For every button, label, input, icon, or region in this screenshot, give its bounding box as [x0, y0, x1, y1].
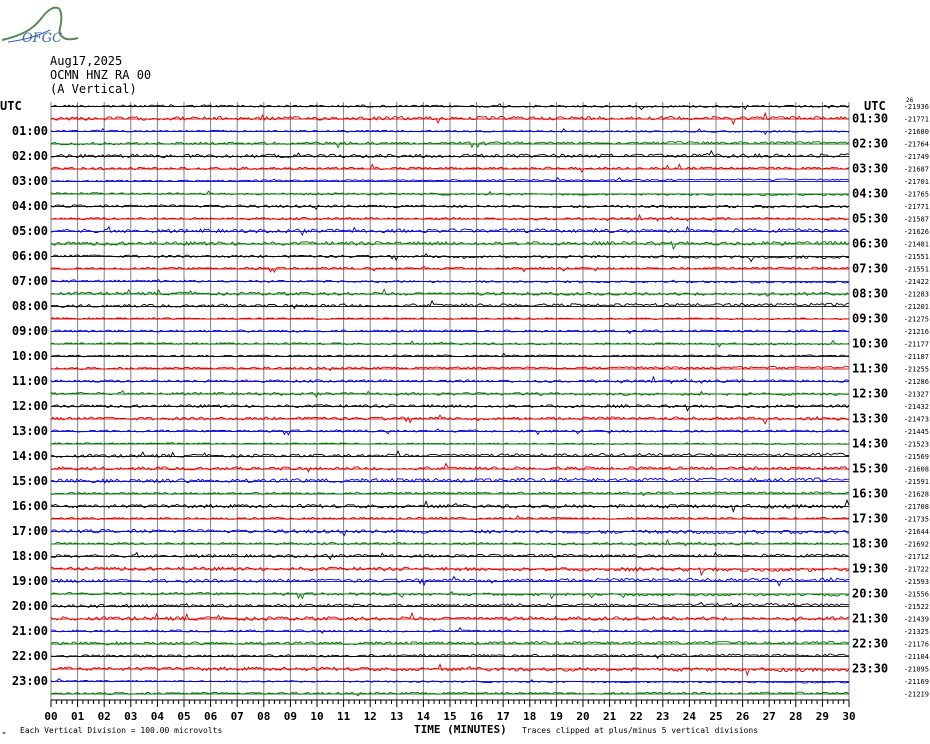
footer-left-note: Each Vertical Division = 100.00 microvolts	[20, 726, 223, 735]
x-tick-label: 12	[363, 710, 377, 723]
trace-offset-label: -21286	[903, 378, 929, 386]
left-hour-label: 10:00	[11, 349, 48, 363]
trace-offset-label: -21275	[903, 315, 929, 324]
right-halfhour-label: 23:30	[852, 661, 889, 676]
left-hour-label: 01:00	[11, 124, 48, 138]
left-hour-label: 05:00	[11, 224, 48, 238]
x-tick-label: 20	[576, 710, 590, 723]
left-hour-label: 13:00	[11, 424, 48, 438]
left-hour-label: 19:00	[11, 574, 48, 588]
trace-offset-label: -21591	[903, 478, 929, 486]
trace-offset-label: -21283	[903, 290, 929, 299]
trace-offset-label: -21680	[903, 128, 929, 136]
trace-offset-label: -21708	[903, 503, 929, 511]
right-halfhour-label: 18:30	[852, 536, 889, 551]
label-layer	[12, 103, 929, 723]
trace-offset-label: -21522	[903, 603, 929, 611]
trace-offset-label: -21187	[903, 353, 929, 361]
right-halfhour-label: 02:30	[852, 136, 889, 151]
x-tick-label: 08	[257, 710, 271, 723]
x-tick-label: 22	[629, 710, 643, 723]
left-hour-label: 12:00	[11, 399, 48, 413]
x-tick-label: 01	[70, 710, 85, 723]
left-hour-label: 11:00	[11, 374, 48, 388]
x-tick-label: 24	[682, 710, 697, 723]
left-hour-label: 02:00	[11, 149, 48, 163]
trace-offset-label: -21104	[903, 653, 929, 661]
right-halfhour-label: 09:30	[852, 311, 889, 326]
right-halfhour-label: 21:30	[852, 611, 889, 626]
trace-offset-label: -21439	[903, 615, 929, 624]
right-utc-header: UTC	[864, 99, 886, 113]
trace-offset-label: -21771	[903, 203, 929, 211]
right-halfhour-label: 19:30	[852, 561, 889, 576]
right-halfhour-label: 01:30	[852, 111, 889, 126]
x-tick-label: 18	[523, 710, 537, 723]
trace-offset-label: -21473	[903, 415, 929, 424]
left-hour-label: 15:00	[11, 474, 48, 488]
left-hour-label: 20:00	[11, 599, 48, 613]
right-halfhour-label: 07:30	[852, 261, 889, 276]
left-hour-label: 18:00	[11, 549, 48, 563]
trace-offset-label: -21176	[903, 640, 929, 649]
trace-offset-label: -21936	[903, 103, 929, 111]
left-hour-label: 16:00	[11, 499, 48, 513]
x-tick-label: 17	[496, 710, 510, 723]
x-tick-label: 29	[815, 710, 830, 723]
left-hour-label: 08:00	[11, 299, 48, 313]
x-tick-label: 03	[124, 710, 138, 723]
right-halfhour-label: 08:30	[852, 286, 889, 301]
trace-offset-label: -21422	[903, 278, 929, 286]
left-hour-label: 07:00	[11, 274, 48, 288]
x-tick-label: 00	[44, 710, 58, 723]
x-tick-label: 05	[177, 710, 191, 723]
trace-offset-label: -21735	[903, 515, 929, 524]
right-halfhour-label: 12:30	[852, 386, 889, 401]
right-halfhour-label: 05:30	[852, 211, 889, 226]
trace-offset-label: -21445	[903, 428, 929, 436]
trace-offset-label: -21255	[903, 365, 929, 374]
x-tick-label: 06	[203, 710, 218, 723]
right-halfhour-label: 13:30	[852, 411, 889, 426]
footer-right-note: Traces clipped at plus/minus 5 vertical divisions	[522, 726, 759, 735]
top-offset-superscript: 26	[906, 97, 914, 104]
right-halfhour-label: 11:30	[852, 361, 889, 376]
left-hour-label: 03:00	[11, 174, 48, 188]
left-hour-label: 14:00	[11, 449, 48, 463]
right-halfhour-label: 16:30	[852, 486, 889, 501]
header-component: (A Vertical)	[50, 82, 137, 96]
left-hour-label: 04:00	[11, 199, 48, 213]
x-tick-label: 19	[549, 710, 564, 723]
x-tick-label: 28	[789, 710, 803, 723]
x-tick-label: 04	[150, 710, 165, 723]
trace-offset-label: -21556	[903, 590, 929, 599]
trace-offset-label: -21219	[903, 690, 929, 699]
trace-offset-label: -21432	[903, 403, 929, 411]
trace-offset-label: -21628	[903, 490, 929, 499]
x-tick-label: 13	[390, 710, 404, 723]
x-tick-label: 30	[842, 710, 856, 723]
trace-offset-label: -21593	[903, 578, 929, 586]
x-tick-label: 07	[230, 710, 244, 723]
x-tick-label: 27	[762, 710, 776, 723]
trace-offset-label: -21327	[903, 390, 929, 399]
left-hour-label: 23:00	[11, 674, 48, 688]
trace-offset-label: -21749	[903, 153, 929, 161]
trace-offset-label: -21771	[903, 115, 929, 124]
right-halfhour-label: 04:30	[852, 186, 889, 201]
trace-offset-label: -21765	[903, 190, 929, 199]
right-halfhour-label: 10:30	[852, 336, 889, 351]
trace-offset-label: -21481	[903, 240, 929, 249]
trace-offset-label: -21169	[903, 678, 929, 686]
left-hour-label: 22:00	[11, 649, 48, 663]
trace-offset-label: -21722	[903, 565, 929, 574]
left-hour-label: 06:00	[11, 249, 48, 263]
trace-offset-label: -21201	[903, 303, 929, 311]
x-tick-label: 10	[310, 710, 324, 723]
x-tick-label: 11	[336, 710, 351, 723]
logo-text: OFGC	[22, 31, 63, 46]
left-hour-label: 17:00	[11, 524, 48, 538]
header-date: Aug17,2025	[50, 54, 123, 68]
trace-offset-label: -21712	[903, 553, 929, 561]
trace-offset-label: -21095	[903, 665, 929, 674]
right-halfhour-label: 15:30	[852, 461, 889, 476]
trace-offset-label: -21569	[903, 453, 929, 461]
trace-offset-label: -21687	[903, 165, 929, 174]
x-axis-title: TIME (MINUTES)	[414, 723, 507, 736]
header-station: OCMN HNZ RA 00	[50, 68, 152, 82]
trace-offset-label: -21587	[903, 215, 929, 224]
footer-corner-mark: ≈	[2, 730, 6, 737]
right-halfhour-label: 17:30	[852, 511, 889, 526]
left-utc-header: UTC	[0, 99, 22, 113]
trace-offset-label: -21177	[903, 340, 929, 349]
left-hour-label: 21:00	[11, 624, 48, 638]
x-tick-label: 16	[469, 710, 484, 723]
trace-offset-label: -21626	[903, 228, 929, 236]
x-tick-label: 15	[443, 710, 457, 723]
right-halfhour-label: 06:30	[852, 236, 889, 251]
trace-offset-label: -21608	[903, 465, 929, 474]
x-tick-label: 23	[656, 710, 670, 723]
x-tick-label: 25	[709, 710, 723, 723]
right-halfhour-label: 14:30	[852, 436, 889, 451]
x-tick-label: 21	[602, 710, 617, 723]
trace-offset-label: -21216	[903, 328, 929, 336]
trace-offset-label: -21701	[903, 178, 929, 186]
x-tick-label: 26	[735, 710, 750, 723]
trace-offset-label: -21523	[903, 440, 929, 449]
right-halfhour-label: 22:30	[852, 636, 889, 651]
trace-offset-label: -21551	[903, 253, 929, 261]
x-tick-label: 14	[416, 710, 431, 723]
trace-offset-label: -21764	[903, 140, 929, 149]
left-hour-label: 09:00	[11, 324, 48, 338]
trace-offset-label: -21644	[903, 528, 929, 536]
x-tick-label: 09	[283, 710, 298, 723]
trace-offset-label: -21325	[903, 628, 929, 636]
trace-offset-label: -21692	[903, 540, 929, 549]
right-halfhour-label: 03:30	[852, 161, 889, 176]
trace-offset-label: -21551	[903, 265, 929, 274]
x-tick-label: 02	[97, 710, 111, 723]
right-halfhour-label: 20:30	[852, 586, 889, 601]
